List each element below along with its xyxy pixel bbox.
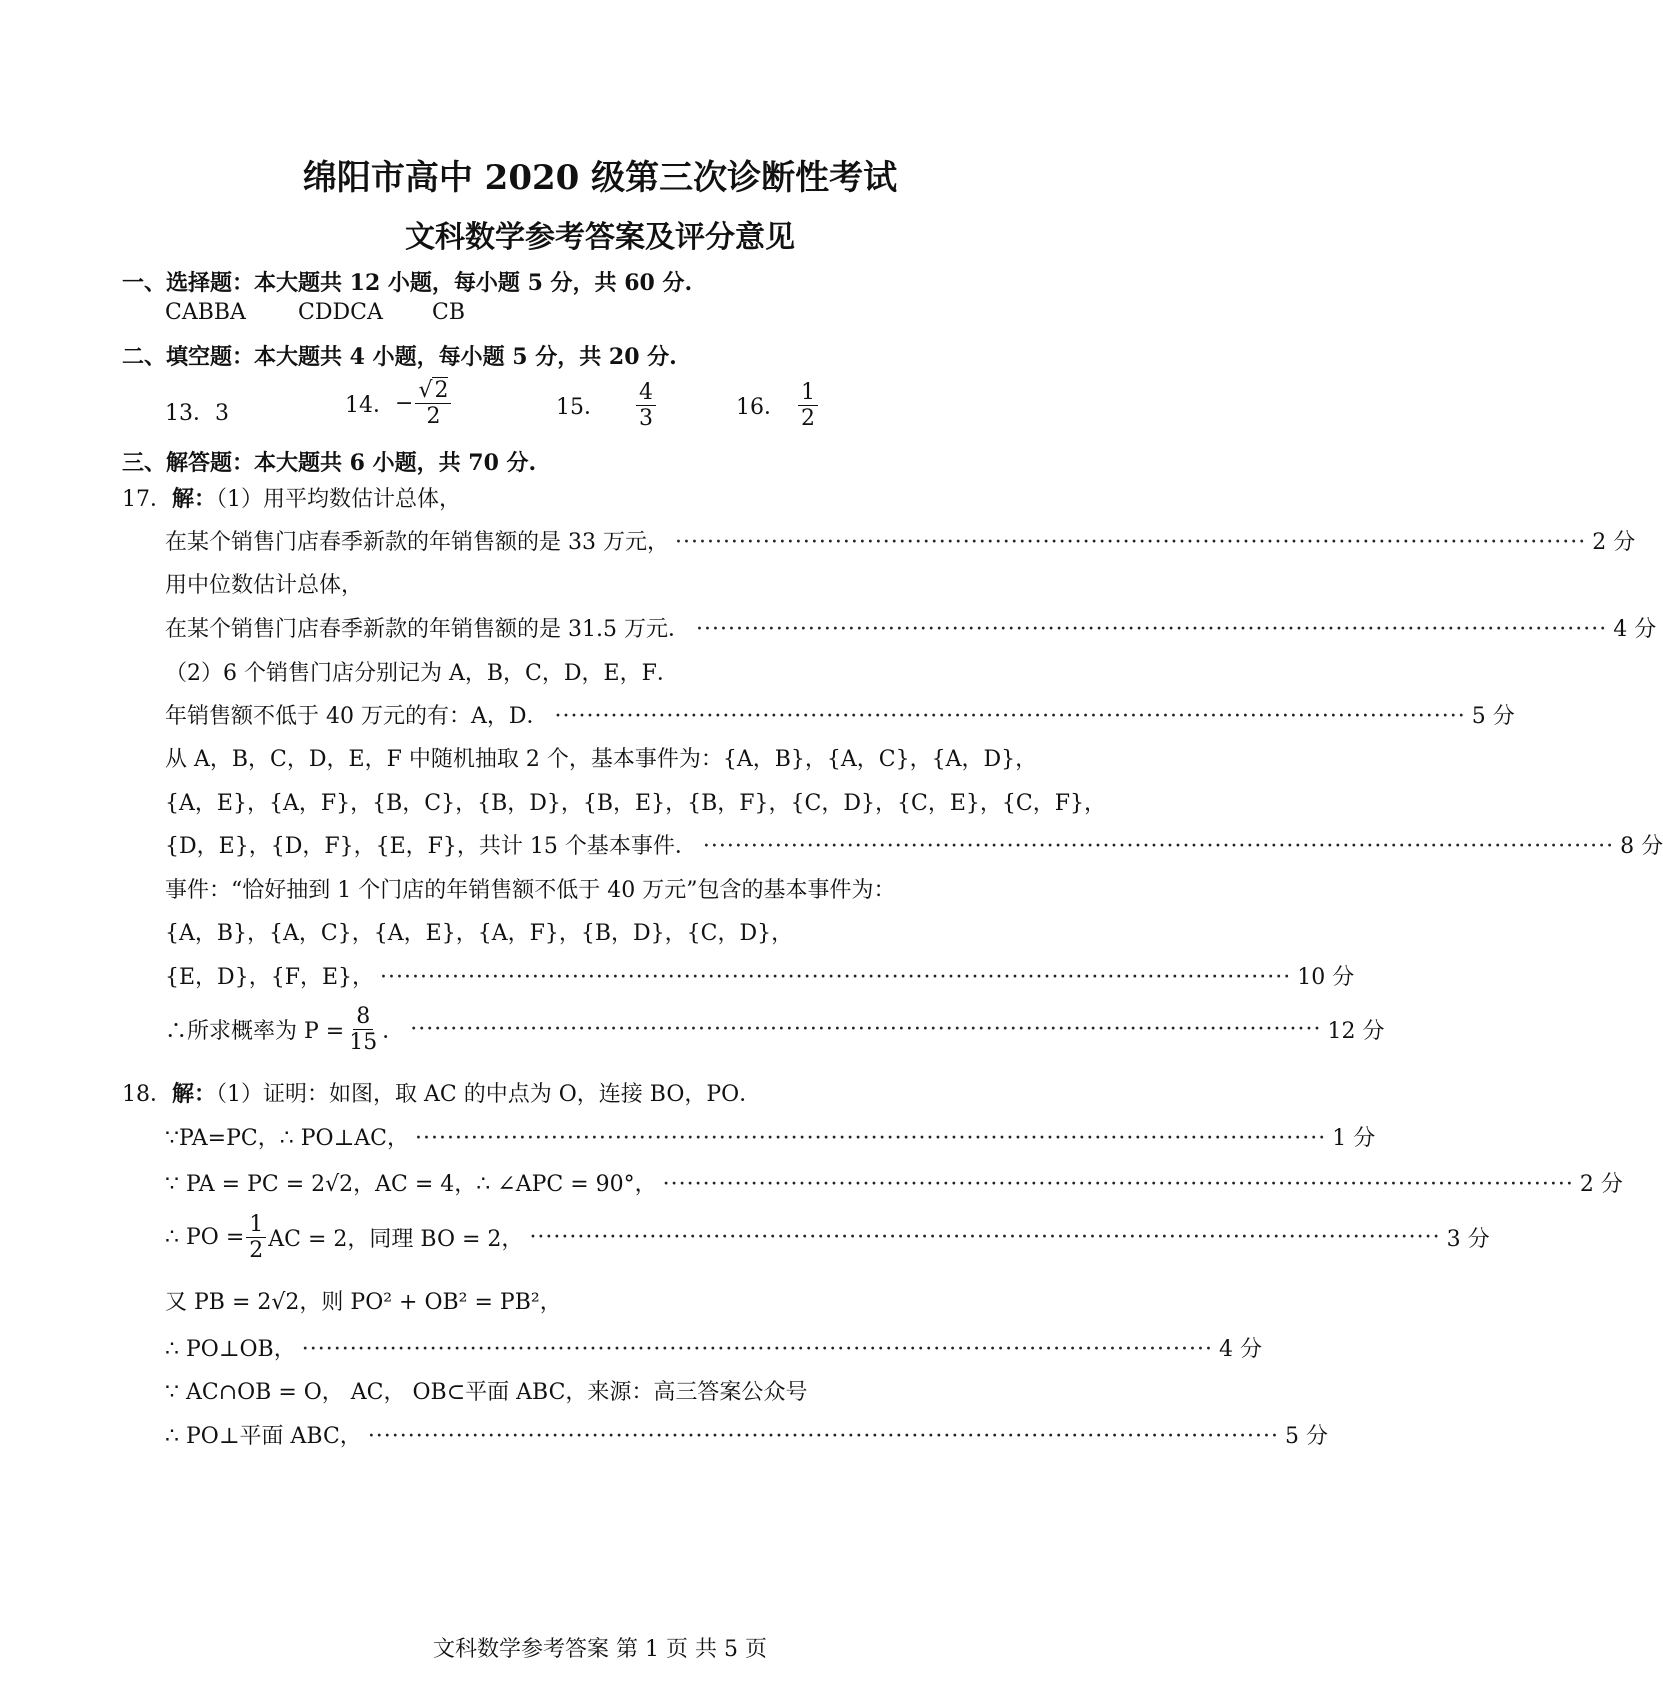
answer-16-fraction — [798, 380, 818, 432]
score-2: 2 分 — [1579, 1172, 1623, 1197]
score-5: 5 分 — [1471, 704, 1515, 729]
answer-14-fraction — [415, 378, 451, 430]
leader-dots: ·················································································································· — [380, 965, 1292, 990]
mc-answers-1: CABBA — [165, 300, 246, 325]
leader-dots: ·················································································································· — [301, 1337, 1213, 1362]
q17-line1: （1）用平均数估计总体， — [216, 487, 462, 512]
leader-dots: ·················································································································· — [414, 1126, 1327, 1151]
page-footer: 文科数学参考答案 第 1 页 共 5 页 — [433, 1637, 767, 1662]
answer-15-denominator: 3 — [639, 406, 653, 432]
q18-line4: ∴ PO = $\frac{1}{2}$ AC = 2，同理 BO = 2， ·················································································································· 3 分 — [165, 1212, 1490, 1264]
probability-label: ∴所求概率为 P = — [165, 1019, 345, 1045]
q17-line2: 在某个销售门店春季新款的年销售额的是 33 万元， ·················································································································· 2 分 — [165, 525, 968, 556]
section3-heading: 三、解答题：本大题共 6 小题，共 70 分. — [122, 450, 537, 476]
score-4: 4 分 — [1613, 617, 1657, 642]
score-8: 8 分 — [1620, 834, 1663, 859]
answer-16-label: 16． — [736, 395, 786, 421]
q17-line11: {A，B}，{A，C}，{A，E}，{A，F}，{B，D}，{C，D}， — [165, 921, 794, 946]
q17-label: 17． — [122, 487, 172, 512]
leader-dots: ·················································································································· — [529, 1225, 1441, 1251]
q18-line2: ∵PA=PC，∴ PO⊥AC， ·················································································································· 1 分 — [165, 1121, 968, 1152]
q18-line7: ∵ AC∩OB = O， AC， OB⊂平面 ABC，来源：高三答案公众号 — [165, 1380, 808, 1405]
q18-header — [122, 1077, 761, 1108]
q18-line6: ∴ PO⊥OB， ·················································································································· 4 分 — [165, 1332, 968, 1363]
q17-line8: {A，E}，{A，F}，{B，C}，{B，D}，{B，E}，{B，F}，{C，D}，{C，E}，{C，F}， — [165, 791, 1106, 816]
q18-line8: ∴ PO⊥平面 ABC， ·················································································································· 5 分 — [165, 1419, 968, 1450]
leader-dots: ·················································································································· — [674, 530, 1587, 555]
answer-16-denominator: 2 — [801, 406, 815, 432]
mc-answers-3: CB — [432, 300, 465, 325]
answer-16-numerator: 1 — [798, 380, 818, 406]
q18-label: 18． — [122, 1082, 172, 1107]
answer-13: 13．3 — [165, 401, 229, 426]
q17-line3: 用中位数估计总体， — [165, 573, 364, 598]
score-3: 3 分 — [1446, 1227, 1490, 1253]
section1-heading: 一、选择题：本大题共 12 小题，每小题 5 分，共 60 分. — [122, 270, 693, 296]
q17-header — [122, 482, 461, 513]
score-12: 12 分 — [1327, 1019, 1385, 1045]
q17-line10: 事件：“恰好抽到 1 个门店的年销售额不低于 40 万元”包含的基本事件为： — [165, 878, 896, 903]
probability-numerator: 8 — [353, 1004, 373, 1030]
answer-15-label: 15． — [556, 395, 606, 421]
leader-dots: ·················································································································· — [702, 834, 1615, 859]
half-denominator: 2 — [249, 1238, 264, 1264]
probability-fraction — [346, 1004, 380, 1056]
q17-line5: （2）6 个销售门店分别记为 A，B，C，D，E，F． — [165, 661, 679, 686]
q17-line13: ∴所求概率为 P = $\frac{8}{15}$ ． ·················································································································· 12 分 — [165, 1004, 1385, 1056]
mc-answers-2: CDDCA — [298, 300, 383, 325]
half-fraction — [246, 1212, 266, 1264]
leader-dots: ·················································································································· — [554, 704, 1466, 729]
q18-jie: 解： — [172, 1081, 217, 1107]
leader-dots: ·················································································································· — [695, 617, 1608, 642]
score-10: 10 分 — [1297, 965, 1355, 990]
answer-15 — [556, 380, 658, 432]
score-5: 5 分 — [1285, 1424, 1329, 1449]
leader-dots: ·················································································································· — [662, 1172, 1574, 1197]
score-2: 2 分 — [1592, 530, 1636, 555]
probability-denominator: 15 — [349, 1030, 378, 1056]
sqrt-symbol: √ — [418, 378, 433, 403]
answer-14-denominator: 2 — [426, 404, 441, 430]
q18-line1: （1）证明：如图，取 AC 的中点为 O，连接 BO，PO． — [216, 1082, 762, 1107]
q17-line12: {E，D}，{F，E}， ·················································································································· 10 分 — [165, 960, 968, 991]
half-numerator: 1 — [246, 1212, 266, 1238]
leader-dots: ·················································································································· — [367, 1424, 1280, 1449]
answer-15-fraction — [636, 380, 656, 432]
answer-15-numerator: 4 — [636, 380, 656, 406]
q18-line3: ∵ PA = PC = 2√2，AC = 4，∴ ∠APC = 90°， ·················································································································· 2 分 — [165, 1167, 968, 1198]
score-4: 4 分 — [1218, 1337, 1262, 1362]
answer-14-numerator: 2 — [434, 378, 449, 403]
score-1: 1 分 — [1332, 1126, 1376, 1151]
leader-dots: ·················································································································· — [410, 1017, 1322, 1043]
page-subtitle: 文科数学参考答案及评分意见 — [405, 220, 795, 255]
q17-line7: 从 A，B，C，D，E，F 中随机抽取 2 个，基本事件为：{A，B}，{A，C}，{A，D}， — [165, 747, 1038, 772]
section2-heading: 二、填空题：本大题共 4 小题，每小题 5 分，共 20 分. — [122, 344, 677, 370]
page-title: 绵阳市高中 2020 级第三次诊断性考试 — [302, 158, 898, 198]
answer-14 — [345, 378, 453, 430]
q18-line5: 又 PB = 2√2，则 PO² + OB² = PB²， — [165, 1290, 562, 1315]
answer-14-sign: − — [395, 391, 414, 417]
answer-14-label: 14． — [345, 393, 395, 419]
q17-jie: 解： — [172, 486, 217, 512]
answer-16 — [736, 380, 820, 432]
q17-line4: 在某个销售门店春季新款的年销售额的是 31.5 万元． ·················································································································· 4 分 — [165, 612, 968, 643]
q17-line9: {D，E}，{D，F}，{E，F}，共计 15 个基本事件． ·················································································································· 8 分 — [165, 829, 968, 860]
q17-line6: 年销售额不低于 40 万元的有：A，D． ·················································································································· 5 分 — [165, 699, 968, 730]
